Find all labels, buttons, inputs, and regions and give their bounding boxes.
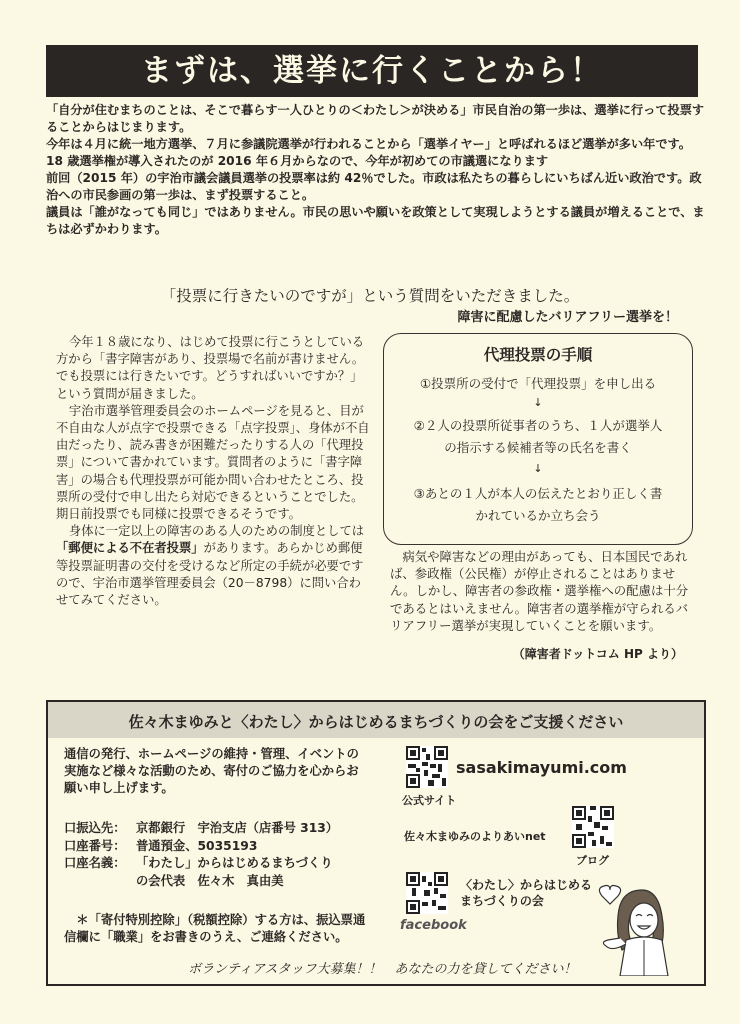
facebook-name-line2: まちづくりの会 [460, 894, 544, 908]
bank-details [64, 820, 338, 890]
bank-value: 京都銀行 宇治支店（店番号 313） [136, 821, 339, 835]
headline-banner: まずは、選挙に行くことから！ [46, 45, 698, 97]
note-text: ＊「寄付特別控除」（税額控除）する方は、振込票通信欄に「職業」をお書きのうえ、ご連絡ください。 [64, 913, 366, 944]
proxy-step-3a: ③あとの１人が本人の伝えたとおり正しく書 [413, 486, 663, 501]
intro-paragraph: 今年は４月に統一地方選挙、７月に参議院選挙が行われることから「選挙イヤー」と呼ばれるほど選挙が多い年です。18 歳選挙権が導入されたのが 2016 年６月からなので、今年が初めての市議選になります [46, 137, 691, 168]
barrier-free-text [390, 548, 690, 634]
blog-name: 佐々木まゆみのよりあいnet [404, 830, 546, 843]
proxy-step-2a: ②２人の投票所従事者のうち、１人が選挙人 [413, 418, 663, 433]
intro-text [46, 102, 706, 238]
bank-value: の会代表 佐々木 真由美 [136, 873, 284, 888]
bank-value: 「わたし」からはじめるまちづくり [136, 856, 333, 870]
down-arrow-icon: ↓ [533, 396, 543, 409]
postal-vote-emphasis: 「郵便による不在者投票」 [56, 541, 204, 556]
facebook-qr-icon[interactable] [406, 872, 448, 914]
blog-qr-icon[interactable] [572, 806, 614, 848]
website-qr-icon[interactable] [406, 746, 448, 788]
bank-label: 口座番号： [64, 838, 126, 853]
blog-label: ブログ [576, 854, 609, 867]
question-article [56, 334, 372, 609]
proxy-voting-title: 代理投票の手順 [483, 346, 593, 364]
proxy-step-3b: かれているか立ち会う [475, 508, 601, 523]
bank-row [64, 820, 338, 838]
volunteer-recruit: ボランティアスタッフ大募集！！ あなたの力を貸してください！ [188, 962, 577, 977]
bank-label [64, 873, 136, 891]
proxy-step-1: ①投票所の受付で「代理投票」を申し出る [419, 376, 657, 391]
donation-request [64, 746, 364, 797]
support-title: 佐々木まゆみと〈わたし〉からはじめるまちづくりの会をご支援ください [128, 713, 624, 731]
intro-paragraph: 前回（2015 年）の宇治市議会議員選挙の投票率は約 42％でした。市政は私たちの暮らしにいちばん近い政治です。政治への市民参画の第一歩は、まず投票すること。 [46, 171, 702, 202]
heart-icon [599, 886, 620, 905]
website-label: 公式サイト [402, 794, 457, 807]
tax-deduction-note [64, 912, 374, 946]
intro-paragraph: 議員は「誰がなっても同じ」ではありません。市民の思いや願いを政策として実現しようとする議員が増えることで、まちは必ずかわります。 [46, 205, 705, 236]
mascot-illustration [594, 884, 690, 976]
barrier-free-paragraph: 病気や障害などの理由があっても、日本国民であれば、参政権（公民権）が停止されることはありません。しかし、障害者の参政権・選挙権への配慮は十分であるとはいえません。障害者の選挙権が守られるバリアフリー選挙が実現していくことを願います。 [390, 549, 689, 633]
barrier-free-heading: 障害に配慮したバリアフリー選挙を！ [457, 310, 678, 325]
facebook-name-line1: 〈わたし〉からはじめる [460, 878, 593, 892]
bank-label: 口振込先： [64, 821, 126, 835]
bank-row [64, 838, 338, 856]
bank-row [64, 873, 338, 891]
website-url[interactable]: sasakimayumi.com [456, 758, 627, 777]
facebook-label: facebook [400, 918, 467, 933]
article-paragraph: 今年１８歳になり、はじめて投票に行こうとしている方から「書字障害があり、投票場で名前が書けません。でも投票には行きたいです。どうすればいいですか？」という質問が届きました。 [56, 335, 365, 401]
question-heading: 「投票に行きたいのですが」という質問をいただきました。 [160, 287, 580, 305]
intro-paragraph: 「自分が住むまちのことは、そこで暮らす一人ひとりの＜わたし＞が決める」市民自治の第一歩は、選挙に行って投票することからはじまります。 [46, 103, 705, 134]
bank-value: 普通預金、5035193 [136, 838, 258, 853]
donation-text: 通信の発行、ホームページの維持・管理、イベントの実施など様々な活動のため、寄付のご協力を心からお願い申し上げます。 [64, 747, 359, 795]
article-text: 身体に一定以上の障害のある人のための制度としては [68, 524, 365, 539]
article-text: があります。あらかじめ郵便等投票証明書の交付を受けるなど所定の手続が必要ですので、宇治市選挙管理委員会（20－8798）に問い合わせてみてください。 [56, 541, 364, 608]
support-box [46, 700, 706, 986]
bank-label: 口座名義： [64, 856, 126, 870]
bank-row [64, 855, 338, 873]
article-paragraph: 宇治市選挙管理委員会のホームページを見ると、目が不自由な人が点字で投票できる「点字投票」、身体が不自由だったり、読み書きが困難だったりする人の「代理投票」について書かれています。質問者のように「書字障害」の場合も代理投票が可能か問い合わせたところ、投票所の受付で申し出たら対応できるということでした。期日前投票でも同様に投票できるそうです。 [56, 403, 370, 522]
proxy-voting-box [383, 333, 693, 545]
down-arrow-icon: ↓ [533, 462, 543, 475]
proxy-step-2b: の指示する候補者等の氏名を書く [444, 440, 632, 455]
article-paragraph [56, 523, 372, 609]
source-credit: （障害者ドットコム HP より） [512, 647, 683, 661]
